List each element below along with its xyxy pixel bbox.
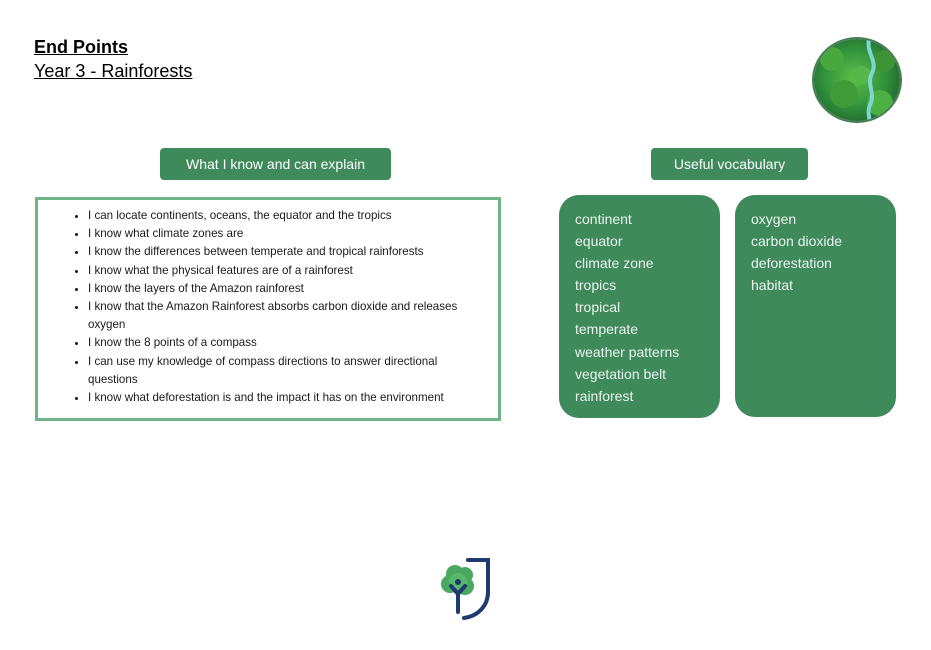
rainforest-photo — [812, 37, 902, 123]
vocab-word: vegetation belt — [575, 365, 667, 382]
list-item: • I know what deforestation is and the impact it has on the environment — [88, 389, 478, 407]
rainforest-aerial-image — [814, 39, 902, 123]
page-title: End Points — [34, 37, 128, 57]
vocab-heading-button: Useful vocabulary — [651, 148, 808, 180]
vocab-word: equator — [575, 233, 623, 250]
vocab-word: temperate — [575, 321, 639, 338]
page-subtitle: Year 3 - Rainforests — [34, 61, 193, 81]
list-item: • I know the layers of the Amazon rainforest — [88, 280, 478, 298]
vocab-word: continent — [575, 211, 632, 227]
vocab-word: oxygen — [751, 211, 797, 227]
know-list-box — [35, 197, 501, 421]
list-item: • I know that the Amazon Rainforest absorbs carbon dioxide and releases oxygen — [88, 298, 478, 334]
vocab-word: habitat — [751, 277, 794, 294]
list-item: • I know what the physical features are of a rainforest — [88, 262, 478, 280]
vocab-word: tropical — [575, 299, 621, 316]
list-item: • I know the 8 points of a compass — [88, 334, 478, 352]
list-item: • I can use my knowledge of compass directions to answer directional questions — [88, 353, 478, 389]
school-logo — [438, 558, 492, 620]
vocab-word: carbon dioxide — [751, 233, 843, 250]
vocab-word: rainforest — [575, 387, 634, 404]
know-list — [38, 200, 498, 407]
know-heading-button: What I know and can explain — [160, 148, 391, 180]
list-item: • I know what climate zones are — [88, 225, 478, 243]
vocab-word: tropics — [575, 277, 617, 294]
vocab-word: weather patterns — [575, 343, 680, 360]
vocab-card-2 — [735, 195, 896, 417]
list-item: • I know the differences between temperate and tropical rainforests — [88, 243, 478, 261]
vocab-card-1 — [559, 195, 720, 418]
vocab-word: deforestation — [751, 255, 832, 272]
school-tree-logo-icon — [438, 558, 492, 620]
list-item: • I can locate continents, oceans, the equator and the tropics — [88, 207, 478, 225]
vocab-word: climate zone — [575, 255, 654, 272]
